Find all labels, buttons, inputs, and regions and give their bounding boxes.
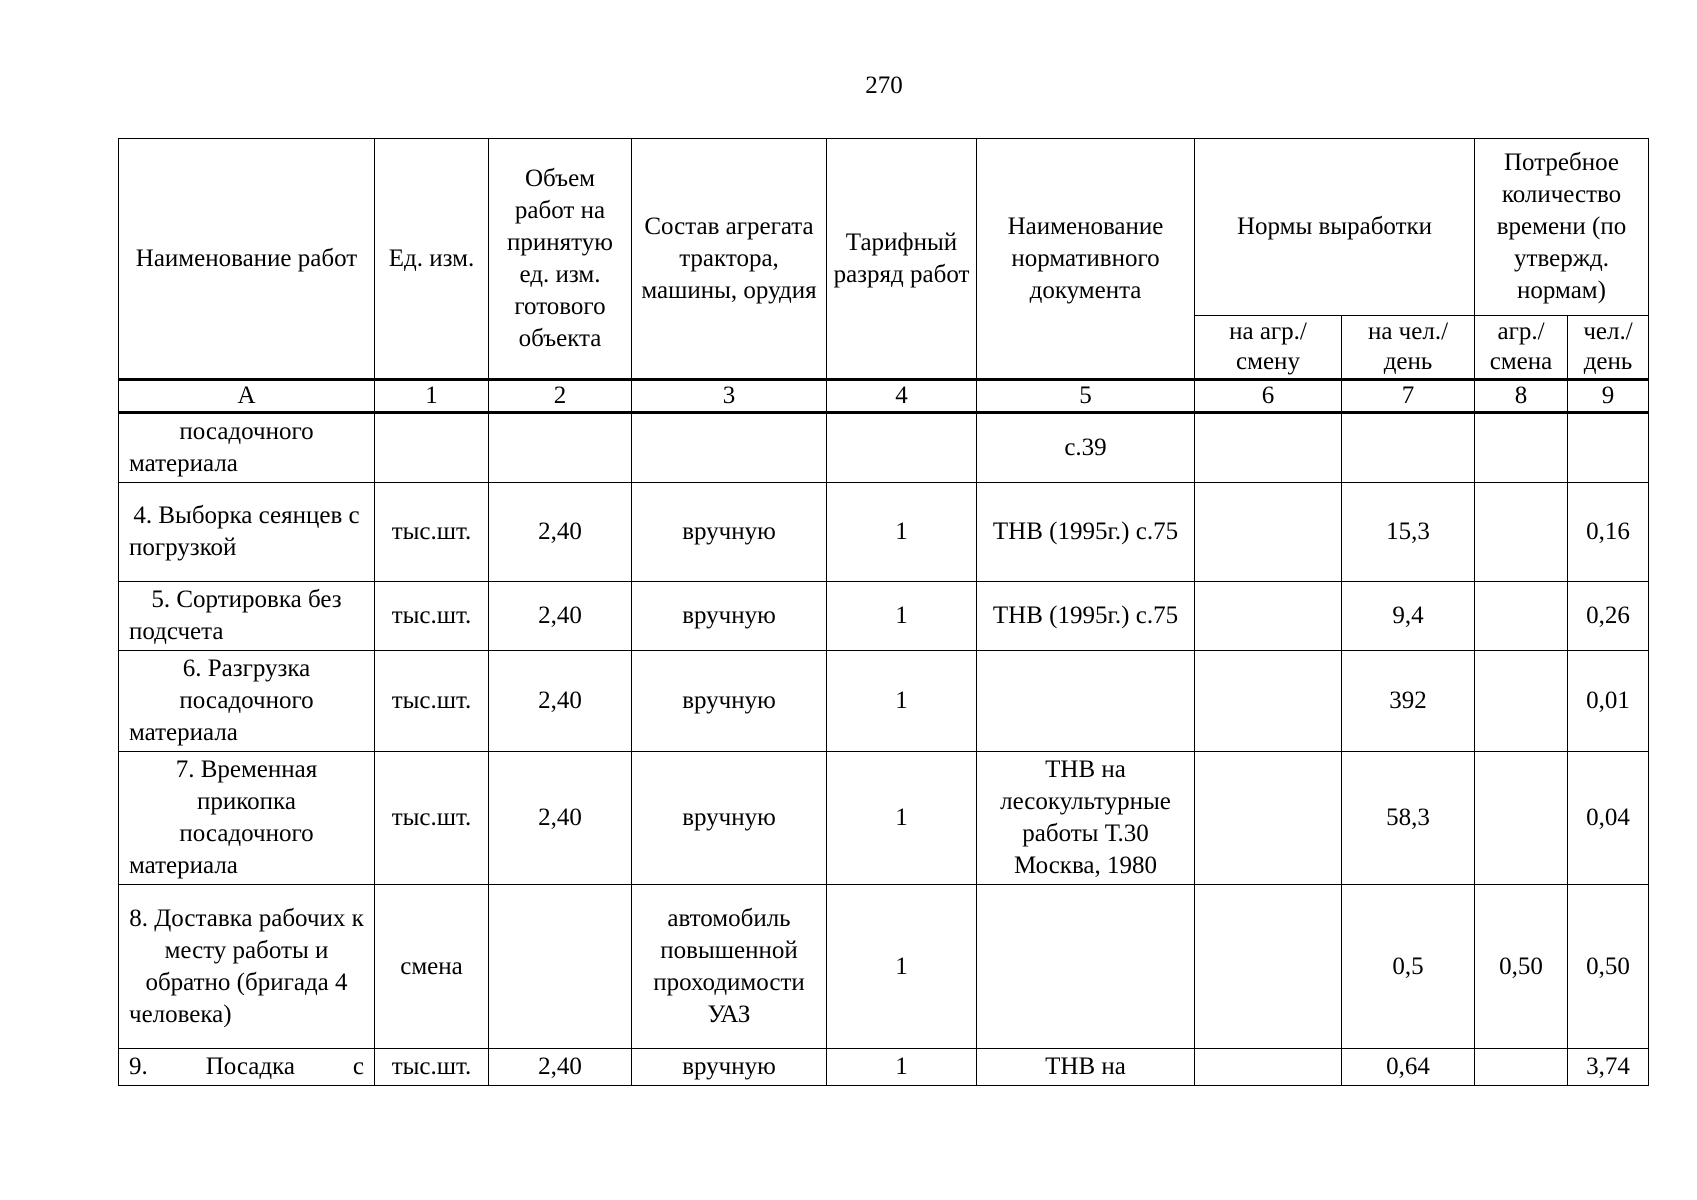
header-time-aggregate: агр./ смена <box>1475 316 1568 380</box>
norm-aggregate-cell <box>1195 651 1342 752</box>
work-name-cell: посадочного материала <box>119 413 375 483</box>
index-cell: 1 <box>375 380 489 413</box>
index-cell: 9 <box>1568 380 1649 413</box>
grade-cell: 1 <box>827 483 977 582</box>
time-person-cell: 3,74 <box>1568 1049 1649 1086</box>
volume-cell: 2,40 <box>489 483 632 582</box>
index-cell: 2 <box>489 380 632 413</box>
aggregate-cell: вручную <box>632 582 827 651</box>
header-aggregate: Состав агрегата трактора, машины, орудия <box>632 139 827 380</box>
work-name-cell: 9. Посадка с <box>119 1049 375 1086</box>
aggregate-cell <box>632 413 827 483</box>
index-cell: 8 <box>1475 380 1568 413</box>
time-aggregate-cell <box>1475 752 1568 885</box>
document-cell: ТНВ на <box>977 1049 1195 1086</box>
document-cell: с.39 <box>977 413 1195 483</box>
table-row <box>119 885 1649 1049</box>
norm-aggregate-cell <box>1195 582 1342 651</box>
time-person-cell <box>1568 413 1649 483</box>
header-unit: Ед. изм. <box>375 139 489 380</box>
work-name-cell: 6. Разгрузка посадочного материала <box>119 651 375 752</box>
volume-cell <box>489 413 632 483</box>
index-cell: 6 <box>1195 380 1342 413</box>
norm-aggregate-cell <box>1195 483 1342 582</box>
unit-cell: тыс.шт. <box>375 752 489 885</box>
volume-cell: 2,40 <box>489 651 632 752</box>
aggregate-cell: вручную <box>632 752 827 885</box>
grade-cell: 1 <box>827 885 977 1049</box>
work-name-cell: 8. Доставка рабочих к месту работы и обратно (бригада 4 человека) <box>119 885 375 1049</box>
norm-person-cell: 0,5 <box>1342 885 1475 1049</box>
norm-aggregate-cell <box>1195 1049 1342 1086</box>
header-norm-per-aggregate: на агр./смену <box>1195 316 1342 380</box>
time-aggregate-cell <box>1475 651 1568 752</box>
norm-person-cell: 392 <box>1342 651 1475 752</box>
column-index-row <box>119 380 1649 413</box>
unit-cell: тыс.шт. <box>375 582 489 651</box>
time-aggregate-cell <box>1475 1049 1568 1086</box>
work-name-cell: 4. Выборка сеянцев с погрузкой <box>119 483 375 582</box>
table-row <box>119 413 1649 483</box>
time-aggregate-cell <box>1475 483 1568 582</box>
work-norms-table <box>118 138 1649 1086</box>
header-normative-document: Наименование нормативного документа <box>977 139 1195 380</box>
aggregate-cell: вручную <box>632 1049 827 1086</box>
table-row <box>119 582 1649 651</box>
unit-cell: тыс.шт. <box>375 651 489 752</box>
unit-cell: смена <box>375 885 489 1049</box>
index-cell: 7 <box>1342 380 1475 413</box>
table-row <box>119 483 1649 582</box>
header-work-name: Наименование работ <box>119 139 375 380</box>
header-time-person: чел./ день <box>1568 316 1649 380</box>
table-row <box>119 752 1649 885</box>
norm-person-cell: 0,64 <box>1342 1049 1475 1086</box>
volume-cell: 2,40 <box>489 1049 632 1086</box>
table-row <box>119 1049 1649 1086</box>
time-aggregate-cell <box>1475 413 1568 483</box>
page-number: 270 <box>865 72 903 99</box>
document-cell <box>977 885 1195 1049</box>
time-person-cell: 0,04 <box>1568 752 1649 885</box>
aggregate-cell: автомобиль повышенной проходимости УАЗ <box>632 885 827 1049</box>
work-name-cell: 5. Сортировка без подсчета <box>119 582 375 651</box>
index-cell: А <box>119 380 375 413</box>
time-person-cell: 0,26 <box>1568 582 1649 651</box>
header-volume: Объем работ на принятую ед. изм. готового объекта <box>489 139 632 380</box>
header-time-group: Потребное количество времени (по утвержд. нормам) <box>1475 139 1649 316</box>
time-person-cell: 0,01 <box>1568 651 1649 752</box>
unit-cell: тыс.шт. <box>375 1049 489 1086</box>
norm-person-cell: 9,4 <box>1342 582 1475 651</box>
grade-cell: 1 <box>827 752 977 885</box>
work-name-cell: 7. Временная прикопка посадочного материала <box>119 752 375 885</box>
volume-cell: 2,40 <box>489 752 632 885</box>
header-norm-per-person: на чел./день <box>1342 316 1475 380</box>
grade-cell <box>827 413 977 483</box>
time-person-cell: 0,16 <box>1568 483 1649 582</box>
time-person-cell: 0,50 <box>1568 885 1649 1049</box>
aggregate-cell: вручную <box>632 483 827 582</box>
grade-cell: 1 <box>827 651 977 752</box>
index-cell: 5 <box>977 380 1195 413</box>
index-cell: 3 <box>632 380 827 413</box>
document-cell: ТНВ на лесокультурные работы Т.30 Москва, 1980 <box>977 752 1195 885</box>
norm-person-cell: 58,3 <box>1342 752 1475 885</box>
header-tariff-grade: Тарифный разряд работ <box>827 139 977 380</box>
unit-cell: тыс.шт. <box>375 483 489 582</box>
time-aggregate-cell <box>1475 582 1568 651</box>
time-aggregate-cell: 0,50 <box>1475 885 1568 1049</box>
unit-cell <box>375 413 489 483</box>
norm-person-cell: 15,3 <box>1342 483 1475 582</box>
norm-person-cell <box>1342 413 1475 483</box>
document-cell: ТНВ (1995г.) с.75 <box>977 483 1195 582</box>
document-cell <box>977 651 1195 752</box>
document-cell: ТНВ (1995г.) с.75 <box>977 582 1195 651</box>
norm-aggregate-cell <box>1195 885 1342 1049</box>
grade-cell: 1 <box>827 582 977 651</box>
aggregate-cell: вручную <box>632 651 827 752</box>
volume-cell: 2,40 <box>489 582 632 651</box>
table-header-row <box>119 139 1649 316</box>
volume-cell <box>489 885 632 1049</box>
table-row <box>119 651 1649 752</box>
header-norms-group: Нормы выработки <box>1195 139 1475 316</box>
grade-cell: 1 <box>827 1049 977 1086</box>
norm-aggregate-cell <box>1195 413 1342 483</box>
index-cell: 4 <box>827 380 977 413</box>
norm-aggregate-cell <box>1195 752 1342 885</box>
